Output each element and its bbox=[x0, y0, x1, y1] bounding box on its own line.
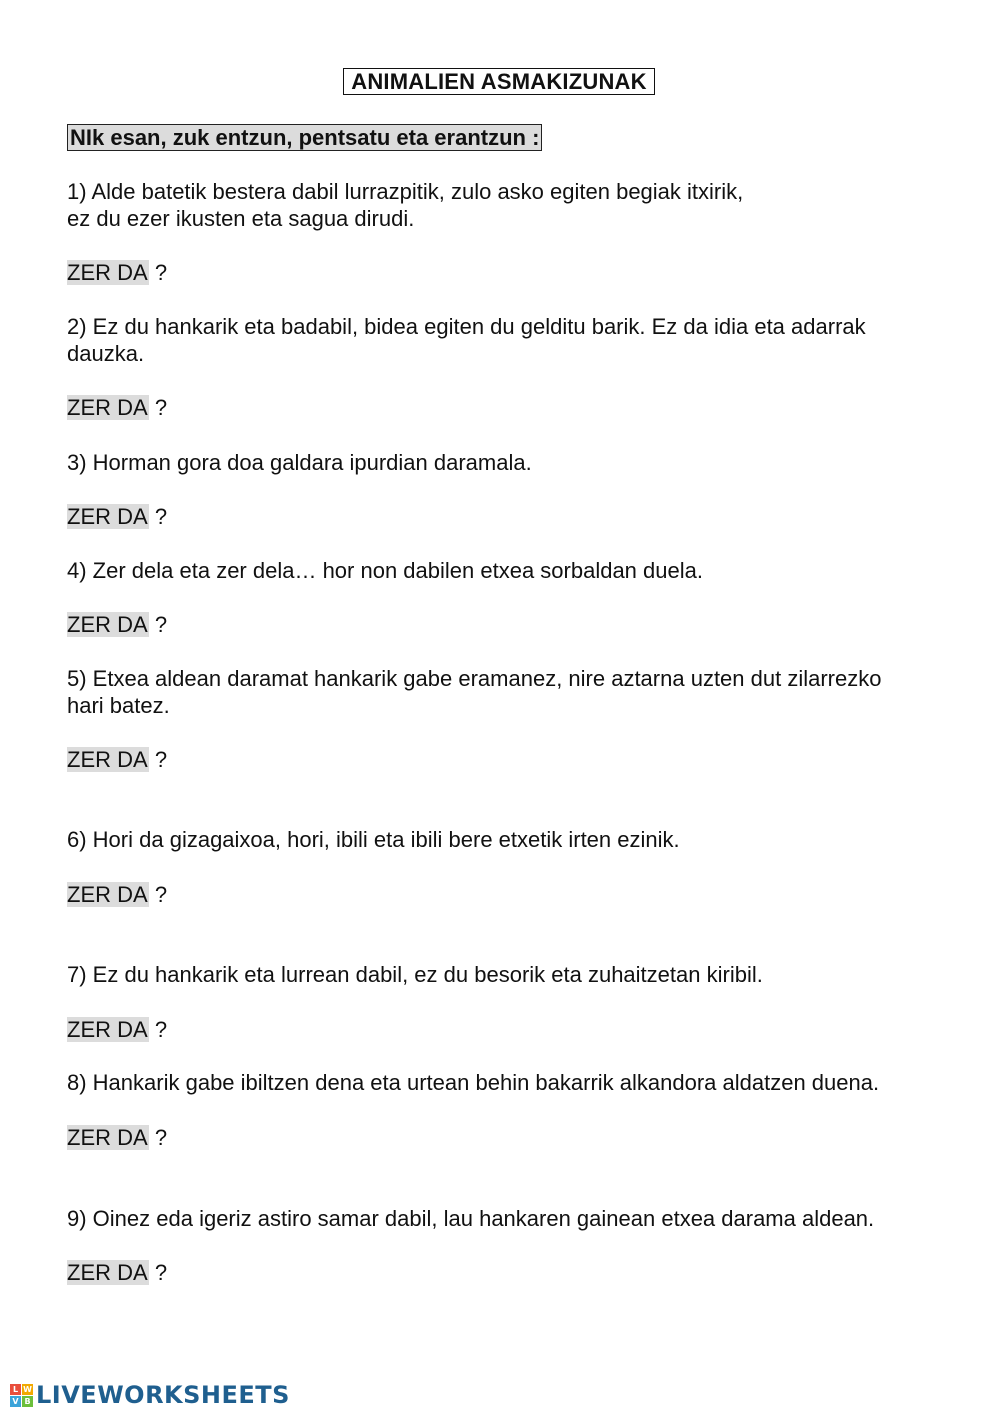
logo-block: B bbox=[22, 1396, 33, 1407]
question-9-line-1: 9) Oinez eda igeriz astiro samar dabil, lau hankaren gainean etxea darama aldean. bbox=[67, 1206, 875, 1231]
answer-mark: ? bbox=[154, 260, 168, 285]
question-1 bbox=[67, 178, 947, 232]
question-2-line-1: 2) Ez du hankarik eta badabil, bidea egiten du gelditu barik. Ez da idia eta adarrak bbox=[67, 314, 866, 339]
question-5 bbox=[67, 665, 947, 719]
instructions-heading: NIk esan, zuk entzun, pentsatu eta erantzun : bbox=[67, 124, 542, 151]
footer-brand[interactable] bbox=[10, 1380, 290, 1410]
logo-block: V bbox=[10, 1396, 21, 1407]
question-1-line-2: ez du ezer ikusten eta sagua dirudi. bbox=[67, 206, 415, 231]
answer-prompt-7[interactable] bbox=[67, 1016, 167, 1043]
liveworksheets-logo-icon bbox=[10, 1384, 33, 1407]
answer-label: ZER DA bbox=[67, 1260, 148, 1285]
question-8 bbox=[67, 1069, 947, 1096]
logo-block: W bbox=[23, 1384, 32, 1394]
answer-prompt-1[interactable] bbox=[67, 259, 167, 286]
answer-label: ZER DA bbox=[67, 882, 148, 907]
answer-prompt-5[interactable] bbox=[67, 746, 167, 773]
answer-label: ZER DA bbox=[67, 1125, 148, 1150]
answer-mark: ? bbox=[154, 882, 168, 907]
answer-label: ZER DA bbox=[67, 747, 148, 772]
answer-mark: ? bbox=[154, 1017, 168, 1042]
answer-label: ZER DA bbox=[67, 260, 148, 285]
answer-prompt-8[interactable] bbox=[67, 1124, 167, 1151]
question-9 bbox=[67, 1205, 947, 1232]
answer-prompt-6[interactable] bbox=[67, 881, 167, 908]
question-6 bbox=[67, 826, 947, 853]
answer-prompt-4[interactable] bbox=[67, 611, 167, 638]
question-2-line-2: dauzka. bbox=[67, 341, 145, 366]
answer-mark: ? bbox=[154, 612, 168, 637]
question-2 bbox=[67, 313, 947, 367]
question-5-line-1: 5) Etxea aldean daramat hankarik gabe eramanez, nire aztarna uzten dut zilarrezko bbox=[67, 666, 882, 691]
answer-prompt-3[interactable] bbox=[67, 503, 167, 530]
question-4 bbox=[67, 557, 947, 584]
question-8-line-1: 8) Hankarik gabe ibiltzen dena eta urtean behin bakarrik alkandora aldatzen duena. bbox=[67, 1070, 880, 1095]
question-3 bbox=[67, 449, 947, 476]
answer-mark: ? bbox=[154, 1260, 168, 1285]
brand-name: LIVEWORKSHEETS bbox=[36, 1381, 290, 1409]
answer-prompt-2[interactable] bbox=[67, 394, 167, 421]
page-title: ANIMALIEN ASMAKIZUNAK bbox=[343, 68, 655, 95]
question-4-line-1: 4) Zer dela eta zer dela… hor non dabilen etxea sorbaldan duela. bbox=[67, 558, 703, 583]
question-3-line-1: 3) Horman gora doa galdara ipurdian daramala. bbox=[67, 450, 532, 475]
answer-mark: ? bbox=[154, 747, 168, 772]
answer-label: ZER DA bbox=[67, 1017, 148, 1042]
answer-mark: ? bbox=[154, 504, 168, 529]
answer-label: ZER DA bbox=[67, 504, 148, 529]
question-5-line-2: hari batez. bbox=[67, 693, 170, 718]
question-7 bbox=[67, 961, 947, 988]
question-6-line-1: 6) Hori da gizagaixoa, hori, ibili eta ibili bere etxetik irten ezinik. bbox=[67, 827, 680, 852]
question-7-line-1: 7) Ez du hankarik eta lurrean dabil, ez du besorik eta zuhaitzetan kiribil. bbox=[67, 962, 763, 987]
answer-mark: ? bbox=[154, 395, 168, 420]
answer-prompt-9[interactable] bbox=[67, 1259, 167, 1286]
answer-mark: ? bbox=[154, 1125, 168, 1150]
answer-label: ZER DA bbox=[67, 395, 148, 420]
answer-label: ZER DA bbox=[67, 612, 148, 637]
question-1-line-1: 1) Alde batetik bestera dabil lurrazpitik, zulo asko egiten begiak itxirik, bbox=[67, 179, 744, 204]
logo-block: L bbox=[10, 1384, 21, 1395]
